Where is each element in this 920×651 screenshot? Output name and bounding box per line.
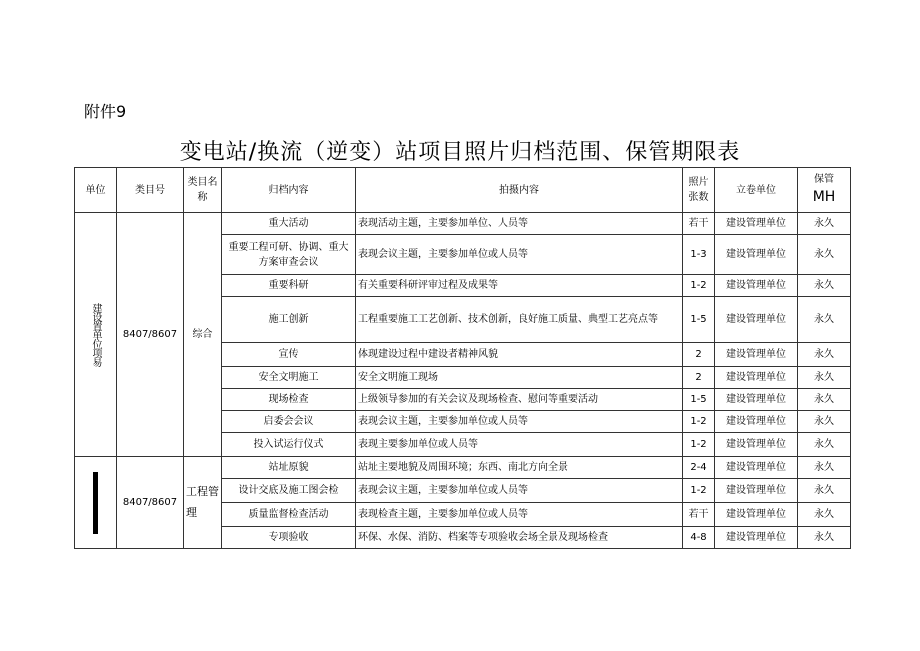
row-shooting: 上级领导参加的有关会议及现场检查、慰问等重要活动 xyxy=(356,389,683,411)
row-period: 永久 xyxy=(798,411,851,433)
row-count: 2-4 xyxy=(683,457,715,479)
group2-unit-cell xyxy=(75,457,117,549)
row-filing-unit: 建设管理单位 xyxy=(715,479,798,503)
row-period: 永久 xyxy=(798,235,851,275)
header-category-name: 类目名称 xyxy=(184,168,222,213)
group1-category-no: 8407/8607 xyxy=(117,213,184,457)
row-shooting: 站址主要地貌及周围环境；东西、南北方向全景 xyxy=(356,457,683,479)
row-filing-unit: 建设管理单位 xyxy=(715,275,798,297)
header-shooting: 拍摄内容 xyxy=(356,168,683,213)
row-content: 质量监督检查活动 xyxy=(222,503,356,527)
row-count: 若干 xyxy=(683,213,715,235)
table-row xyxy=(75,213,851,235)
row-content: 现场检查 xyxy=(222,389,356,411)
row-period: 永久 xyxy=(798,433,851,457)
row-count: 2 xyxy=(683,367,715,389)
row-period: 永久 xyxy=(798,527,851,549)
header-count: 照片张数 xyxy=(683,168,715,213)
row-period: 永久 xyxy=(798,297,851,343)
row-shooting: 表现会议主题，主要参加单位或人员等 xyxy=(356,411,683,433)
header-retention-line2: MH xyxy=(812,189,836,205)
archive-table xyxy=(74,167,851,549)
row-filing-unit: 建设管理单位 xyxy=(715,343,798,367)
row-content: 安全文明施工 xyxy=(222,367,356,389)
attachment-label: 附件9 xyxy=(84,102,127,121)
row-shooting: 表现会议主题，主要参加单位或人员等 xyxy=(356,235,683,275)
row-count: 1-2 xyxy=(683,433,715,457)
group1-body xyxy=(75,213,851,457)
row-count: 4-8 xyxy=(683,527,715,549)
row-filing-unit: 建设管理单位 xyxy=(715,367,798,389)
row-period: 永久 xyxy=(798,457,851,479)
row-content: 施工创新 xyxy=(222,297,356,343)
row-filing-unit: 建设管理单位 xyxy=(715,235,798,275)
row-filing-unit: 建设管理单位 xyxy=(715,503,798,527)
header-retention xyxy=(798,168,851,213)
row-content: 重要工程可研、协调、重大方案审查会议 xyxy=(222,235,356,275)
row-period: 永久 xyxy=(798,479,851,503)
row-count: 若干 xyxy=(683,503,715,527)
row-period: 永久 xyxy=(798,275,851,297)
header-category-no: 类目号 xyxy=(117,168,184,213)
row-period: 永久 xyxy=(798,343,851,367)
group1-category-name: 综合 xyxy=(184,213,222,457)
row-count: 1-3 xyxy=(683,235,715,275)
row-count: 1-5 xyxy=(683,389,715,411)
row-shooting: 表现会议主题，主要参加单位或人员等 xyxy=(356,479,683,503)
row-count: 2 xyxy=(683,343,715,367)
row-filing-unit: 建设管理单位 xyxy=(715,411,798,433)
row-shooting: 表现活动主题，主要参加单位、人员等 xyxy=(356,213,683,235)
header-retention-line1: 保管 xyxy=(814,174,834,185)
row-period: 永久 xyxy=(798,503,851,527)
row-filing-unit: 建设管理单位 xyxy=(715,389,798,411)
row-content: 专项验收 xyxy=(222,527,356,549)
row-count: 1-2 xyxy=(683,479,715,503)
row-shooting: 工程重要施工工艺创新、技术创新，良好施工质量、典型工艺亮点等 xyxy=(356,297,683,343)
row-filing-unit: 建设管理单位 xyxy=(715,213,798,235)
group1-unit-cell xyxy=(75,213,117,457)
redaction-bar xyxy=(93,472,98,534)
header-row xyxy=(75,168,851,213)
row-shooting: 环保、水保、消防、档案等专项验收会场全景及现场检查 xyxy=(356,527,683,549)
row-period: 永久 xyxy=(798,213,851,235)
header-content: 归档内容 xyxy=(222,168,356,213)
row-count: 1-2 xyxy=(683,411,715,433)
row-filing-unit: 建设管理单位 xyxy=(715,527,798,549)
row-content: 重要科研 xyxy=(222,275,356,297)
row-content: 设计交底及施工图会检 xyxy=(222,479,356,503)
header-filing-unit: 立卷单位 xyxy=(715,168,798,213)
row-shooting: 体现建设过程中建设者精神风貌 xyxy=(356,343,683,367)
row-content: 宣传 xyxy=(222,343,356,367)
row-content: 投入试运行仪式 xyxy=(222,433,356,457)
row-shooting: 有关重要科研评审过程及成果等 xyxy=(356,275,683,297)
page-title: 变电站/换流（逆变）站项目照片归档范围、保管期限表 xyxy=(179,140,741,165)
row-content: 重大活动 xyxy=(222,213,356,235)
row-shooting: 表现检查主题，主要参加单位或人员等 xyxy=(356,503,683,527)
row-period: 永久 xyxy=(798,367,851,389)
row-content: 站址原貌 xyxy=(222,457,356,479)
group2-category-no: 8407/8607 xyxy=(117,457,184,549)
row-shooting: 安全文明施工现场 xyxy=(356,367,683,389)
table-row xyxy=(75,457,851,479)
group1-unit: 建设置单位项易 xyxy=(90,303,101,366)
row-count: 1-5 xyxy=(683,297,715,343)
row-filing-unit: 建设管理单位 xyxy=(715,297,798,343)
row-content: 启委会会议 xyxy=(222,411,356,433)
row-filing-unit: 建设管理单位 xyxy=(715,457,798,479)
row-filing-unit: 建设管理单位 xyxy=(715,433,798,457)
header-unit: 单位 xyxy=(75,168,117,213)
group2-body xyxy=(75,457,851,549)
row-shooting: 表现主要参加单位或人员等 xyxy=(356,433,683,457)
row-period: 永久 xyxy=(798,389,851,411)
group2-category-name: 工程管理 xyxy=(184,457,222,549)
row-count: 1-2 xyxy=(683,275,715,297)
